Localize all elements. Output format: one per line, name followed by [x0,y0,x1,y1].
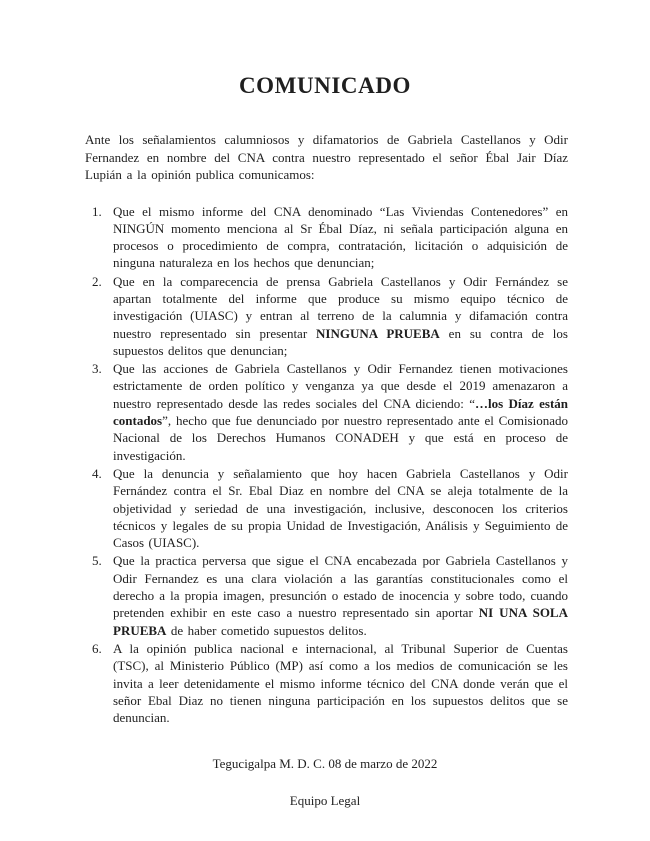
text-segment: Que el mismo informe del CNA denominado “Las Viviendas Contenedores” en NINGÚN momento menciona al Sr Ébal Díaz, ni señala participación alguna en procesos o procedimiento de compra, contratación, licitación o adquisición de ninguna naturaleza en los hechos que denuncian; [113,203,568,271]
list-item-5 [85,552,568,638]
text-segment: de haber cometido supuestos delitos. [166,622,367,638]
list-item-6 [85,640,568,726]
text-segment: Que la practica perversa que sigue el CNA encabezada por Gabriela Castellanos y Odir Fernandez es una clara violación a las garantías constitucionales como el derecho a la propia imagen, presunción o estado de inocencia y sobre todo, cuando pretenden exhibir en este caso a nuestro representado sin aportar [113,553,568,621]
signature-line: Equipo Legal [289,793,361,809]
list-item-2 [85,273,568,359]
text-segment: Que en la comparecencia de prensa Gabriela Castellanos y Odir Fernández se apartan totalmente del informe que produce su mismo equipo técnico de investigación (UIASC) y entran al terreno de la calumnia y difamación contra nuestro representado sin presentar [113,273,568,341]
text-segment: A la opinión publica nacional e internacional, al Tribunal Superior de Cuentas (TSC), al Ministerio Público (MP) así como a los medios de comunicación se les invita a leer detenidamente el mismo informe técnico del CNA donde verán que el señor Ebal Diaz no tienen ninguna participación en los supuestos delitos que se denuncian. [113,640,568,726]
text-segment: Que la denuncia y señalamiento que hoy hacen Gabriela Castellanos y Odir Fernández contra el Sr. Ebal Diaz en nombre del CNA se aleja totalmente de la objetividad y seriedad de una investigación, inclusive, desconocen los criterios técnicos y legales de su propia Unidad de Investigación, Análisis y Seguimiento de Casos (UIASC). [113,465,568,551]
document-title: COMUNICADO [238,73,412,98]
list-item-number: 1. [92,203,102,219]
list-item-number: 6. [92,640,102,656]
intro-paragraph: Ante los señalamientos calumniosos y difamatorios de Gabriela Castellanos y Odir Fernandez en nombre del CNA contra nuestro representado el señor Ébal Jair Díaz Lupián a la opinión publica comunicamos: [85,132,568,182]
text-segment: en su contra de los supuestos delitos que denuncian; [113,325,568,358]
list-item-3 [85,360,568,464]
list-item-number: 2. [92,273,102,289]
dateline: Tegucigalpa M. D. C. 08 de marzo de 2022 [212,756,438,772]
text-segment: Que las acciones de Gabriela Castellanos y Odir Fernandez tienen motivaciones estrictamente de orden político y venganza ya que desde el 2019 amenazaron a nuestro representado desde las redes sociales del CNA diciendo: “ [113,361,568,411]
text-segment-bold: …los Díaz están contados [113,395,569,429]
list-item-number: 3. [92,361,102,377]
text-segment: ”, hecho que fue denunciado por nuestro representado ante el Comisionado Nacional de los Derechos Humanos CONADEH y que está en proceso de investigación. [113,413,568,463]
text-segment-bold: NI UNA SOLA PRUEBA [113,605,568,638]
list-item-number: 4. [92,465,102,481]
list-item-number: 5. [92,553,102,569]
numbered-list [85,203,568,727]
list-item-1 [85,203,568,272]
text-segment-bold: NINGUNA PRUEBA [316,325,440,341]
list-item-4 [85,465,568,551]
